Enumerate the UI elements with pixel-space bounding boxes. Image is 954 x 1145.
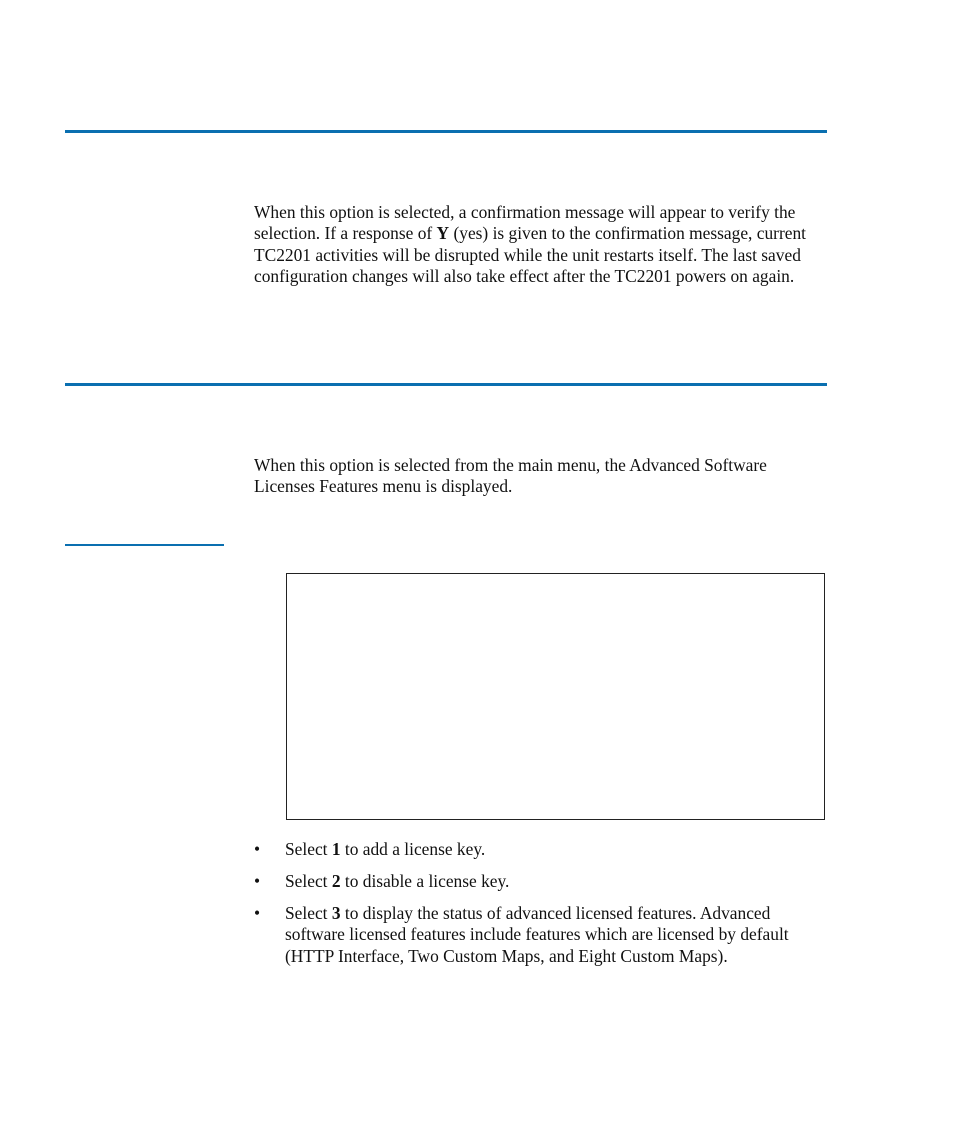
text-run: Select xyxy=(285,871,332,891)
text-run: to display the status of advanced licensed features. Advanced software licensed features include features which are licensed by default (HTTP Interface, Two Custom Maps, and Eight Custom Maps). xyxy=(285,903,789,966)
reboot-description xyxy=(254,202,829,288)
text-run: (yes) is given to the confirmation message, current TC2201 activities will be disrupted while the unit restarts itself. The last saved configuration changes will also take effect after the TC2201 powers on again. xyxy=(254,223,806,287)
menu-screenshot-frame xyxy=(286,573,825,820)
text-run: to disable a license key. xyxy=(340,871,510,891)
bullet-icon: • xyxy=(254,871,261,891)
option-key: 1 xyxy=(331,839,341,859)
option-key: 2 xyxy=(331,871,341,891)
bullet-icon: • xyxy=(254,903,261,923)
figure-divider xyxy=(65,544,224,546)
list-item xyxy=(254,839,829,860)
option-key: 3 xyxy=(331,903,341,923)
list-item xyxy=(254,903,829,967)
section-divider xyxy=(65,383,827,386)
text-run: Select xyxy=(285,903,332,923)
text-run: Select xyxy=(285,839,332,859)
text-run: When this option is selected, a confirmation message will appear to verify the selection. If a response of xyxy=(254,202,796,244)
text-run: to add a license key. xyxy=(340,839,486,859)
list-item xyxy=(254,871,829,892)
license-menu-description: When this option is selected from the main menu, the Advanced Software Licenses Features menu is displayed. xyxy=(254,455,767,497)
section-divider xyxy=(65,130,827,133)
option-list xyxy=(254,839,829,978)
bullet-icon: • xyxy=(254,839,261,859)
yes-key: Y xyxy=(436,223,450,244)
